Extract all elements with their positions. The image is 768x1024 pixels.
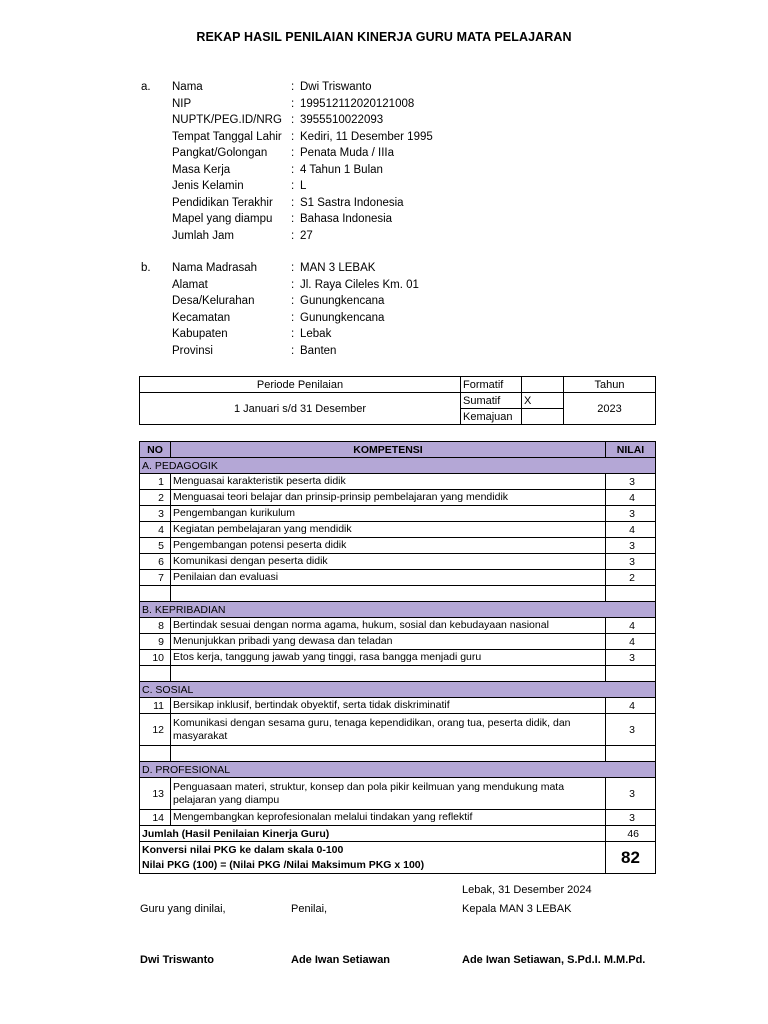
info-label: Kecamatan [172,311,231,324]
info-value: Dwi Triswanto [300,81,372,93]
table-row [140,714,656,746]
penilai-name: Ade Iwan Setiawan [291,954,391,966]
kemajuan-mark [522,409,564,425]
table-row [140,522,656,538]
konversi-label [140,842,606,874]
empty-row [140,746,656,762]
info-label: Nama Madrasah [172,262,258,274]
empty-cell [171,666,606,682]
info-value: S1 Sastra Indonesia [300,196,404,209]
info-label: Pangkat/Golongan [172,147,268,159]
info-label: Mapel yang diampu [172,213,273,225]
konversi-value: 82 [606,842,656,874]
item-number: 13 [140,778,171,810]
item-text: Menguasai teori belajar dan prinsip-prinsip pembelajaran yang mendidik [171,490,606,506]
info-label: NUPTK/PEG.ID/NRG [172,114,282,126]
period-range: 1 Januari s/d 31 Desember [140,393,461,425]
empty-cell [140,746,171,762]
info-value: MAN 3 LEBAK [300,262,376,274]
item-number: 4 [140,522,171,538]
table-row [140,474,656,490]
item-score: 3 [606,650,656,666]
item-number: 10 [140,650,171,666]
info-label: Masa Kerja [172,163,231,176]
item-text: Bertindak sesuai dengan norma agama, hukum, sosial dan kebudayaan nasional [171,618,606,634]
info-value: Kediri, 11 Desember 1995 [300,130,433,143]
item-text: Penilaian dan evaluasi [171,570,606,586]
info-value: Jl. Raya Cileles Km. 01 [300,278,419,291]
item-number: 8 [140,618,171,634]
col-header-kompetensi: KOMPETENSI [171,442,606,458]
info-colon: : [291,328,295,340]
item-number: 14 [140,810,171,826]
info-colon: : [291,81,295,93]
empty-cell [606,586,656,602]
section-header: D. PROFESIONAL [140,762,656,778]
info-colon: : [291,97,295,110]
empty-cell [606,746,656,762]
info-colon: : [291,295,295,307]
formatif-label: Formatif [461,377,522,393]
info-colon: : [291,196,295,209]
table-row [140,634,656,650]
table-row [140,538,656,554]
item-number: 7 [140,570,171,586]
item-score: 4 [606,490,656,506]
info-colon: : [291,130,295,143]
jumlah-value: 46 [606,826,656,842]
info-colon: : [291,163,295,176]
section-a-letter: a. [141,81,151,93]
info-label: NIP [172,97,192,110]
item-text: Penguasaan materi, struktur, konsep dan pola pikir keilmuan yang mendukung mata pelajaran yang diampu [171,778,606,810]
info-value: Penata Muda / IIIa [300,147,394,159]
info-colon: : [291,114,295,126]
info-value: 199512112020121008 [300,97,415,110]
formatif-mark [522,377,564,393]
item-number: 6 [140,554,171,570]
item-score: 4 [606,634,656,650]
jumlah-label: Jumlah (Hasil Penilaian Kinerja Guru) [140,826,606,842]
empty-cell [140,586,171,602]
item-score: 3 [606,714,656,746]
item-text: Kegiatan pembelajaran yang mendidik [171,522,606,538]
period-header: Periode Penilaian [140,377,461,393]
item-text: Komunikasi dengan peserta didik [171,554,606,570]
info-label: Jenis Kelamin [172,180,244,192]
sumatif-label: Sumatif [461,393,522,409]
section-header: A. PEDAGOGIK [140,458,656,474]
period-table [139,376,656,425]
section-b-letter: b. [141,262,151,274]
item-text: Menguasai karakteristik peserta didik [171,474,606,490]
konversi-line-2: Nilai PKG (100) = (Nilai PKG /Nilai Maksimum PKG x 100) [142,858,425,871]
col-header-no: NO [140,442,171,458]
item-score: 4 [606,698,656,714]
konversi-line-1: Konversi nilai PKG ke dalam skala 0-100 [142,843,344,856]
info-label: Pendidikan Terakhir [172,196,273,209]
info-colon: : [291,180,295,192]
info-colon: : [291,311,295,324]
penilai-label: Penilai, [291,903,328,915]
item-number: 1 [140,474,171,490]
info-value: Gunungkencana [300,311,385,324]
item-number: 12 [140,714,171,746]
item-number: 5 [140,538,171,554]
info-value: 4 Tahun 1 Bulan [300,163,383,176]
empty-cell [171,586,606,602]
tahun-value: 2023 [564,393,656,425]
item-score: 3 [606,554,656,570]
document-title: REKAP HASIL PENILAIAN KINERJA GURU MATA PELAJARAN [196,30,572,44]
guru-label: Guru yang dinilai, [140,903,226,915]
section-header: B. KEPRIBADIAN [140,602,656,618]
table-row [140,698,656,714]
competency-table [139,441,656,874]
info-value: Banten [300,344,337,357]
info-colon: : [291,213,295,225]
info-value: 3955510022093 [300,114,384,126]
info-label: Desa/Kelurahan [172,295,255,307]
sumatif-mark: X [522,393,564,409]
table-row [140,810,656,826]
info-label: Provinsi [172,344,213,357]
item-text: Mengembangkan keprofesionalan melalui tindakan yang reflektif [171,810,606,826]
info-label: Kabupaten [172,328,228,340]
empty-row [140,666,656,682]
tahun-label: Tahun [564,377,656,393]
kepala-label: Kepala MAN 3 LEBAK [462,903,572,915]
item-score: 4 [606,618,656,634]
empty-cell [171,746,606,762]
info-label: Tempat Tanggal Lahir [172,130,282,143]
table-row [140,506,656,522]
item-number: 3 [140,506,171,522]
info-colon: : [291,344,295,357]
info-value: Bahasa Indonesia [300,213,393,225]
item-text: Etos kerja, tanggung jawab yang tinggi, rasa bangga menjadi guru [171,650,606,666]
item-text: Pengembangan kurikulum [171,506,606,522]
table-row [140,778,656,810]
table-row [140,650,656,666]
empty-cell [140,666,171,682]
info-colon: : [291,229,295,242]
table-row [140,570,656,586]
section-header: C. SOSIAL [140,682,656,698]
item-text: Komunikasi dengan sesama guru, tenaga kependidikan, orang tua, peserta didik, dan masyarakat [171,714,606,746]
kepala-name: Ade Iwan Setiawan, S.Pd.I. M.M.Pd. [462,954,646,966]
item-number: 2 [140,490,171,506]
table-row [140,554,656,570]
table-row [140,490,656,506]
info-value: 27 [300,229,313,242]
empty-row [140,586,656,602]
empty-cell [606,666,656,682]
info-value: Lebak [300,328,332,340]
info-label: Alamat [172,278,208,291]
info-label: Jumlah Jam [172,229,234,242]
item-number: 11 [140,698,171,714]
item-score: 3 [606,538,656,554]
item-text: Bersikap inklusif, bertindak obyektif, serta tidak diskriminatif [171,698,606,714]
item-score: 3 [606,506,656,522]
item-text: Menunjukkan pribadi yang dewasa dan teladan [171,634,606,650]
item-score: 3 [606,474,656,490]
item-score: 4 [606,522,656,538]
item-score: 3 [606,778,656,810]
info-value: Gunungkencana [300,295,385,307]
kemajuan-label: Kemajuan [461,409,522,425]
info-colon: : [291,262,295,274]
item-number: 9 [140,634,171,650]
table-row [140,618,656,634]
place-date: Lebak, 31 Desember 2024 [462,884,592,896]
col-header-nilai: NILAI [606,442,656,458]
info-label: Nama [172,81,203,93]
info-colon: : [291,147,295,159]
item-score: 2 [606,570,656,586]
info-colon: : [291,278,295,291]
item-score: 3 [606,810,656,826]
guru-name: Dwi Triswanto [140,954,214,966]
item-text: Pengembangan potensi peserta didik [171,538,606,554]
info-value: L [300,180,307,192]
